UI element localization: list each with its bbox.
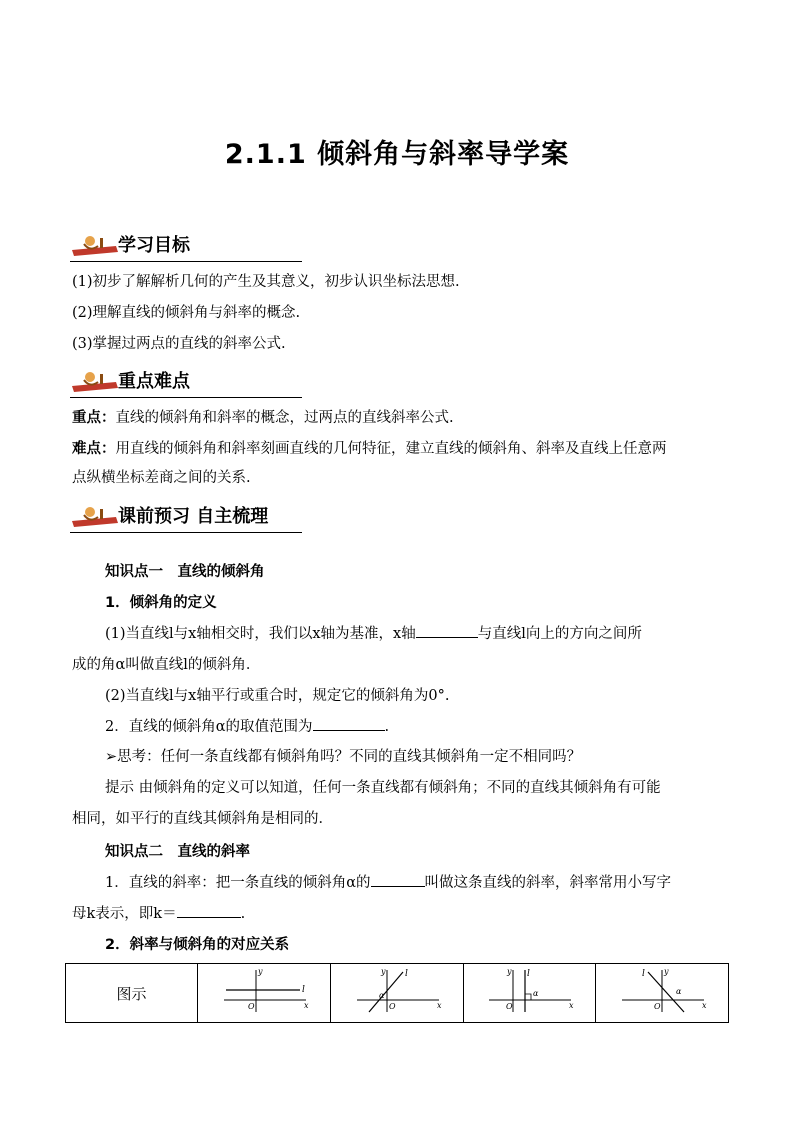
difficulty-label: 难点： bbox=[72, 441, 116, 457]
kp1-p3b: . bbox=[384, 719, 390, 735]
kp1-p2: (2)当直线l与x轴平行或重合时，规定它的倾斜角为0°. bbox=[105, 688, 450, 704]
focus-text: 直线的倾斜角和斜率的概念，过两点的直线斜率公式. bbox=[115, 410, 454, 426]
section-title-goals: 学习目标 bbox=[118, 235, 190, 256]
label-y: y bbox=[380, 967, 386, 976]
kp1-p1a: (1)当直线l与x轴相交时，我们以x轴为基准，x轴 bbox=[105, 626, 416, 642]
section-logo-icon bbox=[70, 370, 120, 394]
label-origin: O bbox=[654, 1002, 661, 1011]
label-l: l bbox=[642, 969, 646, 979]
table-label-diagram: 图示 bbox=[66, 964, 198, 1023]
label-origin: O bbox=[247, 1002, 255, 1011]
kp1-p3 bbox=[105, 717, 389, 737]
kp1-heading: 知识点一 直线的倾斜角 bbox=[105, 564, 265, 580]
section-title-preview: 课前预习 自主梳理 bbox=[118, 506, 269, 527]
slope-angle-table bbox=[65, 963, 729, 1023]
label-y: y bbox=[257, 967, 263, 976]
focus-label: 重点： bbox=[72, 410, 116, 426]
label-l: l bbox=[404, 969, 408, 979]
goal-item-1: (1)初步了解解析几何的产生及其意义，初步认识坐标法思想. bbox=[72, 274, 460, 290]
kp2-p2 bbox=[72, 904, 245, 924]
fill-blank-1[interactable] bbox=[416, 624, 478, 638]
section-header-preview bbox=[70, 503, 302, 533]
kp1-p1b: 与直线l向上的方向之间所 bbox=[477, 626, 642, 642]
difficulty-line-1 bbox=[72, 439, 667, 459]
table-row bbox=[66, 964, 729, 1023]
kp2-p2b: . bbox=[240, 906, 246, 922]
label-origin: O bbox=[388, 1002, 396, 1011]
label-y: y bbox=[664, 967, 669, 976]
kp2-heading: 知识点二 直线的斜率 bbox=[105, 844, 250, 860]
label-alpha: α bbox=[676, 987, 682, 996]
diagram-horizontal-line bbox=[214, 966, 314, 1016]
label-alpha: α bbox=[378, 991, 385, 1000]
label-y: y bbox=[507, 967, 512, 976]
diagram-cell-right bbox=[463, 964, 596, 1023]
diagram-acute-angle bbox=[347, 966, 447, 1016]
kp2-p1b: 叫做这条直线的斜率，斜率常用小写字 bbox=[424, 875, 672, 891]
section-logo-icon bbox=[70, 234, 120, 258]
diagram-cell-horizontal bbox=[198, 964, 331, 1023]
kp1-p1-line1 bbox=[105, 624, 642, 644]
kp2-p1a: 1．直线的斜率：把一条直线的倾斜角α的 bbox=[105, 875, 371, 891]
goal-item-2: (2)理解直线的倾斜角与斜率的概念. bbox=[72, 305, 301, 321]
label-x: x bbox=[436, 1001, 442, 1010]
kp1-think: ➢思考：任何一条直线都有倾斜角吗？不同的直线其倾斜角一定不相同吗？ bbox=[105, 749, 582, 765]
label-x: x bbox=[702, 1001, 707, 1010]
fill-blank-4[interactable] bbox=[177, 904, 241, 918]
label-x: x bbox=[303, 1001, 309, 1010]
label-alpha: α bbox=[533, 989, 539, 998]
label-x: x bbox=[569, 1001, 574, 1010]
diagram-right-angle bbox=[479, 966, 579, 1016]
section-title-keypoints: 重点难点 bbox=[118, 371, 190, 392]
difficulty-line-2: 点纵横坐标差商之间的关系. bbox=[72, 470, 251, 486]
label-l: l bbox=[527, 969, 531, 979]
section-header-goals bbox=[70, 232, 302, 262]
section-header-keypoints bbox=[70, 368, 302, 398]
label-l: l bbox=[301, 985, 305, 995]
kp1-p3a: 2．直线的倾斜角α的取值范围为 bbox=[105, 719, 313, 735]
fill-blank-2[interactable] bbox=[313, 717, 385, 731]
kp1-hint-2: 相同，如平行的直线其倾斜角是相同的． bbox=[72, 811, 333, 827]
section-logo-icon bbox=[70, 505, 120, 529]
fill-blank-3[interactable] bbox=[371, 873, 425, 887]
kp1-hint-1: 提示 由倾斜角的定义可以知道，任何一条直线都有倾斜角；不同的直线其倾斜角有可能 bbox=[105, 780, 661, 796]
diagram-cell-obtuse bbox=[596, 964, 729, 1023]
kp2-p1 bbox=[105, 873, 671, 893]
focus-line bbox=[72, 408, 454, 428]
difficulty-text-1: 用直线的倾斜角和斜率刻画直线的几何特征，建立直线的倾斜角、斜率及直线上任意两 bbox=[115, 441, 667, 457]
goal-item-3: (3)掌握过两点的直线的斜率公式. bbox=[72, 336, 286, 352]
page-title: 2.1.1 倾斜角与斜率导学案 bbox=[224, 139, 570, 170]
kp1-p1c: 成的角α叫做直线l的倾斜角． bbox=[72, 657, 261, 673]
kp1-sub1: 1．倾斜角的定义 bbox=[105, 595, 217, 611]
kp2-p2a: 母k表示，即k＝ bbox=[72, 906, 177, 922]
diagram-obtuse-angle bbox=[612, 966, 712, 1016]
label-origin: O bbox=[506, 1002, 513, 1011]
diagram-cell-acute bbox=[330, 964, 463, 1023]
kp2-sub2: 2．斜率与倾斜角的对应关系 bbox=[105, 937, 290, 953]
